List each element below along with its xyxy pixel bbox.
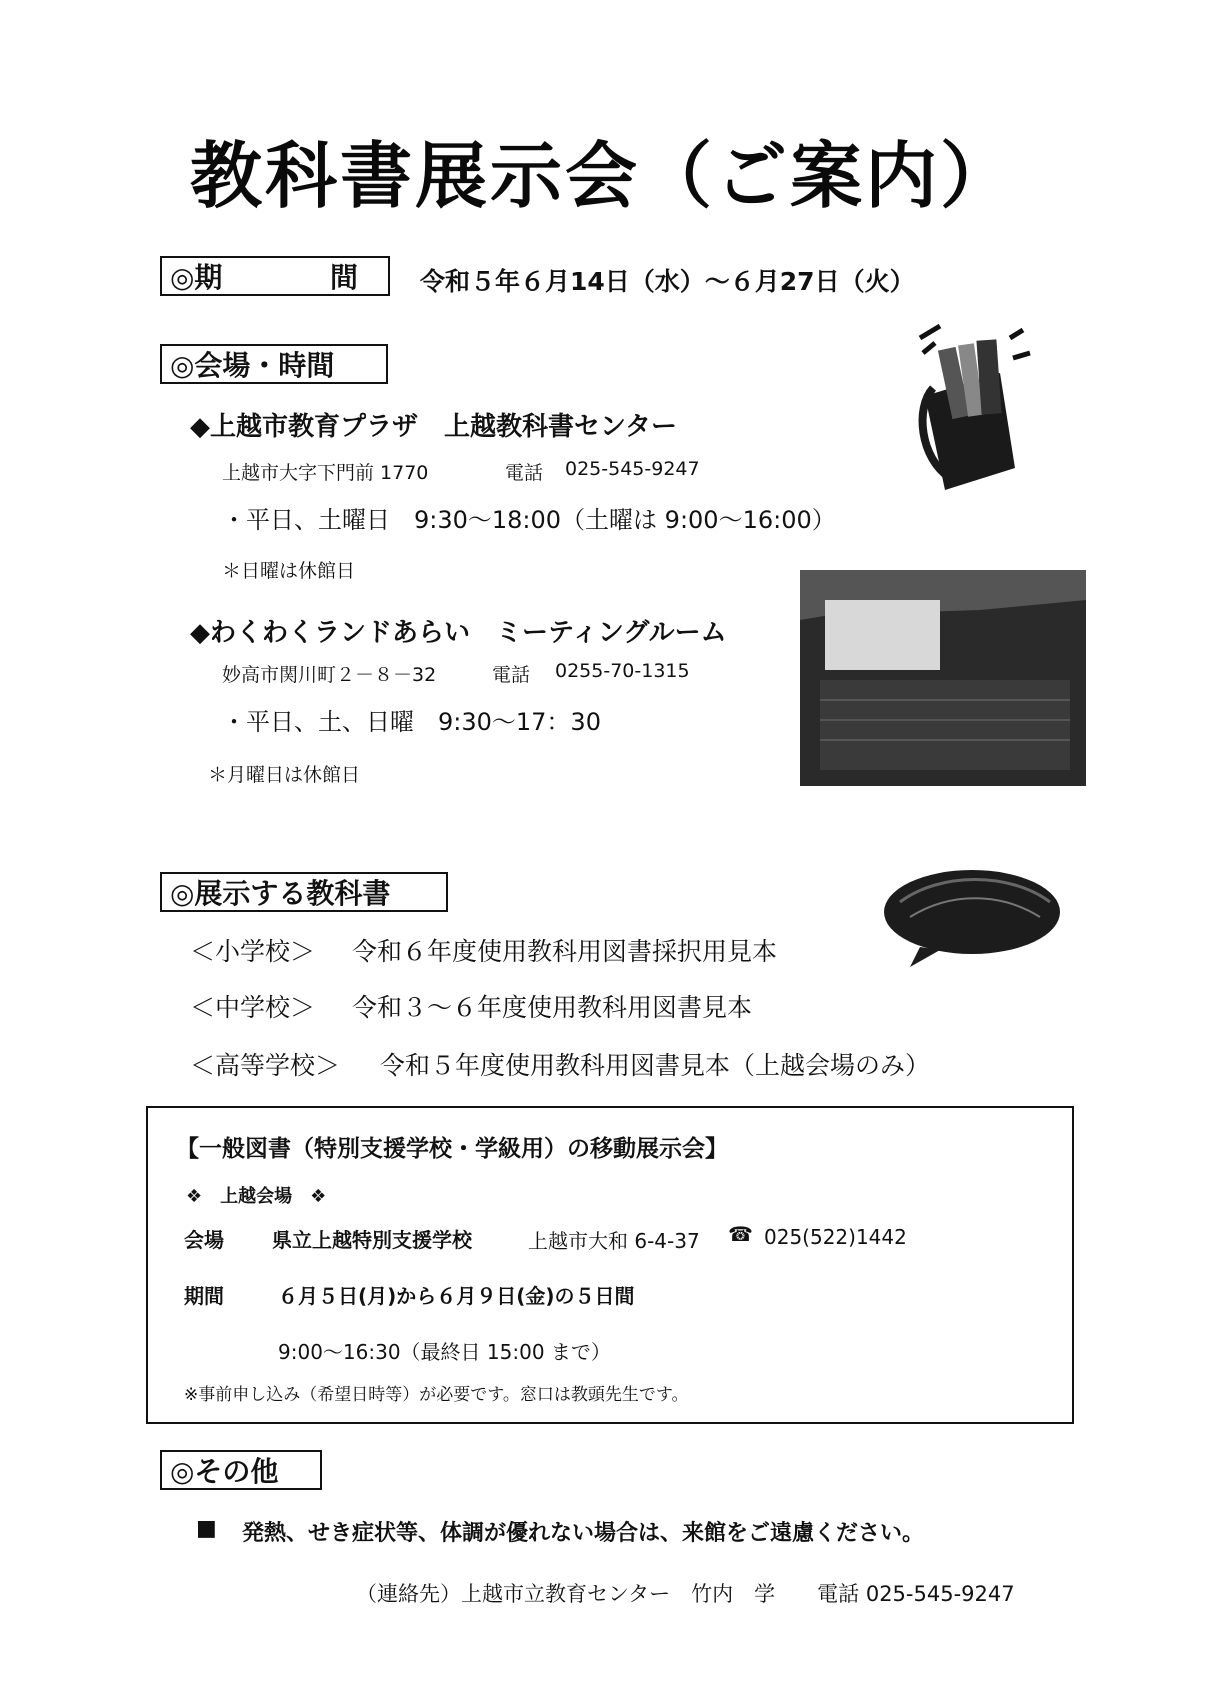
venue-1-note: ＊日曜は休館日 [222, 560, 356, 582]
special-period-label: 期間 [184, 1284, 224, 1308]
books-tail [910, 947, 940, 967]
venue-heading: ◎会場・時間 [160, 344, 388, 384]
venue-1-phone-label: 電話 [505, 462, 544, 484]
other-bullet: ■ [196, 1516, 217, 1541]
phone-icon: ☎ [728, 1222, 753, 1246]
books-bag-illustration [905, 318, 1040, 498]
venue-1-address: 上越市大字下門前 1770 [222, 462, 429, 484]
textbook-item-elementary-desc: 令和６年度使用教科用図書採択用見本 [352, 937, 778, 966]
other-heading: ◎その他 [160, 1450, 322, 1490]
period-heading-label-a: ◎期 [170, 261, 223, 294]
photo-tables [820, 680, 1070, 770]
textbook-item-high-school: ＜高等学校＞ [190, 1051, 341, 1080]
venue-2-phone: 0255-70-1315 [555, 660, 690, 682]
venue-1-phone: 025-545-9247 [565, 458, 700, 480]
venue-2-name: ◆わくわくランドあらい ミーティングルーム [190, 618, 727, 648]
special-phone: 025(522)1442 [764, 1225, 907, 1249]
special-period-value: ６月５日(月)から６月９日(金)の５日間 [278, 1284, 635, 1308]
textbook-item-elementary-school: ＜小学校＞ [190, 937, 316, 966]
special-venue-label: 会場 [184, 1228, 224, 1252]
venue-1-name: ◆上越市教育プラザ 上越教科書センター [190, 412, 677, 442]
textbook-item-junior-school: ＜中学校＞ [190, 993, 316, 1022]
venue-2-phone-label: 電話 [492, 664, 531, 686]
books-illustration [880, 862, 1070, 972]
photo-screen [825, 600, 940, 670]
special-subtitle: ❖ 上越会場 ❖ [186, 1186, 327, 1207]
contact-line: （連絡先）上越市立教育センター 竹内 学 電話 025-545-9247 [356, 1582, 1015, 1606]
venue-1-hours: ・平日、土曜日 9:30～18:00（土曜は 9:00～16:00） [222, 506, 836, 534]
textbook-item-junior-desc: 令和３～６年度使用教科用図書見本 [352, 993, 753, 1022]
special-title: 【一般図書（特別支援学校・学級用）の移動展示会】 [176, 1136, 728, 1162]
special-note: ※事前申し込み（希望日時等）が必要です。窓口は教頭先生です。 [184, 1385, 689, 1405]
venue-2-note: ＊月曜日は休館日 [208, 764, 361, 786]
special-time: 9:00～16:30（最終日 15:00 まで） [278, 1340, 611, 1364]
other-text: 発熱、せき症状等、体調が優れない場合は、来館をご遠慮ください。 [242, 1521, 925, 1546]
textbooks-heading: ◎展示する教科書 [160, 872, 448, 912]
venue-2-hours: ・平日、土、日曜 9:30～17：30 [222, 708, 601, 736]
special-exhibition-box [146, 1106, 1074, 1424]
period-heading [160, 256, 390, 296]
meeting-room-photo [800, 570, 1086, 786]
special-venue-address: 上越市大和 6-4-37 [528, 1229, 700, 1253]
textbook-item-high-desc: 令和５年度使用教科用図書見本（上越会場のみ） [380, 1051, 931, 1080]
books-shadow [884, 870, 1060, 954]
page-title: 教科書展示会（ご案内） [190, 134, 1016, 218]
period-value: 令和５年６月14日（水）～６月27日（火） [420, 267, 915, 296]
special-venue-name: 県立上越特別支援学校 [272, 1228, 472, 1252]
period-heading-label-b: 間 [329, 261, 358, 294]
venue-2-address: 妙高市関川町２－８－32 [222, 664, 437, 686]
